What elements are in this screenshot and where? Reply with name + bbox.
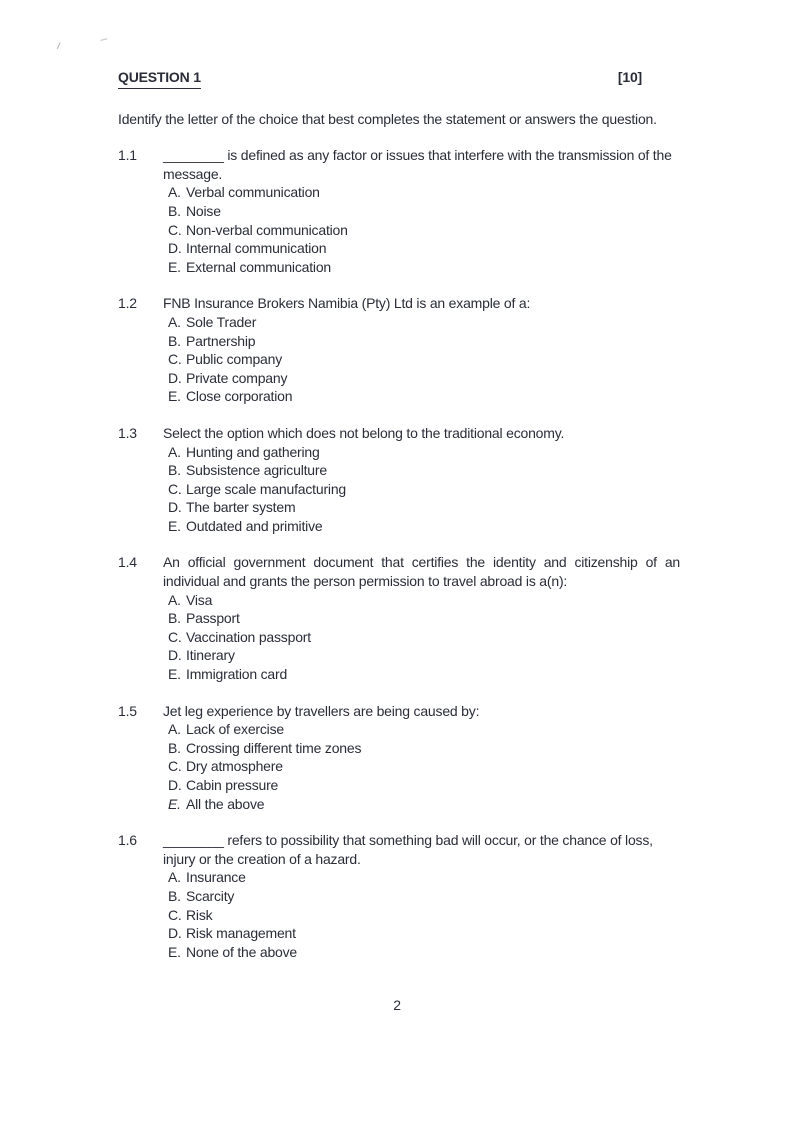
option-text: Large scale manufacturing bbox=[186, 480, 346, 497]
option-text: Hunting and gathering bbox=[186, 443, 320, 460]
question-body bbox=[163, 553, 680, 683]
option-row bbox=[163, 369, 680, 388]
question-number: 1.6 bbox=[118, 832, 137, 849]
option-row bbox=[163, 183, 680, 202]
question-body bbox=[163, 831, 680, 961]
option-letter: D. bbox=[168, 240, 182, 257]
question-body bbox=[163, 702, 680, 814]
option-text: Noise bbox=[186, 202, 221, 219]
question-text: FNB Insurance Brokers Namibia (Pty) Ltd is an example of a: bbox=[163, 295, 531, 312]
question-header bbox=[118, 68, 642, 89]
question-text: Select the option which does not belong to the traditional economy. bbox=[163, 424, 565, 441]
option-text: Sole Trader bbox=[186, 313, 257, 330]
question-text: ________ is defined as any factor or issues that interfere with the transmission of the message. bbox=[163, 147, 672, 182]
option-row bbox=[163, 628, 680, 647]
question-item bbox=[118, 702, 680, 814]
option-row bbox=[163, 387, 680, 406]
option-letter: E. bbox=[168, 258, 181, 275]
instruction-text: Identify the letter of the choice that best completes the statement or answers the question. bbox=[118, 110, 657, 127]
question-body bbox=[163, 424, 680, 536]
option-text: Outdated and primitive bbox=[186, 517, 323, 534]
option-letter: B. bbox=[168, 332, 181, 349]
option-letter: B. bbox=[168, 462, 181, 479]
option-text: Partnership bbox=[186, 332, 256, 349]
option-letter: A. bbox=[168, 443, 181, 460]
option-letter: D. bbox=[168, 647, 182, 664]
option-row bbox=[163, 646, 680, 665]
option-letter: D. bbox=[168, 777, 182, 793]
option-text: Risk management bbox=[186, 925, 296, 942]
option-text: Risk bbox=[186, 906, 213, 923]
option-row bbox=[163, 461, 680, 480]
option-text: Dry atmosphere bbox=[186, 758, 283, 775]
option-row bbox=[163, 757, 680, 776]
question-marks: [10] bbox=[617, 69, 642, 85]
question-item bbox=[118, 294, 680, 406]
option-letter: B. bbox=[168, 887, 181, 904]
option-text: The barter system bbox=[186, 499, 296, 516]
option-letter: C. bbox=[168, 628, 182, 645]
page-number: 2 bbox=[393, 997, 401, 1013]
option-letter: E. bbox=[168, 795, 181, 812]
option-text: None of the above bbox=[186, 943, 298, 960]
option-text: Subsistence agriculture bbox=[186, 462, 327, 479]
question-body bbox=[163, 146, 680, 276]
option-row bbox=[163, 868, 680, 887]
option-letter: E. bbox=[168, 388, 181, 405]
question-item bbox=[118, 146, 680, 276]
question-text: ________ refers to possibility that something bad will occur, or the chance of loss, injury or the creation of a hazard. bbox=[163, 832, 653, 867]
option-row bbox=[163, 887, 680, 906]
option-row bbox=[163, 591, 680, 610]
option-letter: E. bbox=[168, 943, 181, 960]
option-letter: D. bbox=[168, 925, 182, 942]
option-row bbox=[163, 202, 680, 221]
option-letter: E. bbox=[168, 666, 181, 683]
option-text: Non-verbal communication bbox=[186, 221, 348, 238]
question-number: 1.2 bbox=[118, 295, 137, 312]
option-text: Passport bbox=[186, 610, 240, 627]
option-row bbox=[163, 443, 680, 462]
option-letter: C. bbox=[168, 906, 182, 923]
question-item bbox=[118, 424, 680, 536]
option-text: Close corporation bbox=[186, 388, 293, 405]
question-item bbox=[118, 831, 680, 961]
option-letter: A. bbox=[168, 591, 181, 608]
option-row bbox=[163, 943, 680, 962]
question-text: Jet leg experience by travellers are being caused by: bbox=[163, 702, 480, 719]
option-letter: C. bbox=[168, 758, 182, 775]
option-letter: B. bbox=[168, 610, 181, 627]
question-text: An official government document that certifies the identity and citizenship of an individual and grants the person permission to travel abroad is a(n): bbox=[163, 554, 680, 590]
option-letter: C. bbox=[168, 221, 182, 238]
option-text: Visa bbox=[186, 591, 213, 608]
option-text: External communication bbox=[186, 258, 331, 275]
option-row bbox=[163, 776, 680, 795]
option-text: Public company bbox=[186, 351, 283, 368]
option-text: Lack of exercise bbox=[186, 721, 284, 738]
scan-artifact bbox=[57, 42, 64, 50]
option-text: Crossing different time zones bbox=[186, 739, 362, 756]
scan-artifact bbox=[100, 38, 108, 46]
option-row bbox=[163, 221, 680, 240]
option-row bbox=[163, 924, 680, 943]
option-text: Vaccination passport bbox=[186, 628, 311, 645]
question-number: 1.1 bbox=[118, 147, 137, 164]
option-row bbox=[163, 498, 680, 517]
question-number: 1.5 bbox=[118, 702, 137, 719]
option-row bbox=[163, 795, 680, 814]
option-row bbox=[163, 720, 680, 739]
option-text: Private company bbox=[186, 369, 288, 386]
option-text: Internal communication bbox=[186, 240, 327, 257]
option-text: All the above bbox=[186, 795, 265, 812]
option-row bbox=[163, 739, 680, 758]
option-letter: A. bbox=[168, 184, 181, 201]
option-row bbox=[163, 480, 680, 499]
question-number: 1.4 bbox=[118, 554, 137, 571]
option-row bbox=[163, 665, 680, 684]
question-number: 1.3 bbox=[118, 424, 137, 441]
option-text: Verbal communication bbox=[186, 184, 320, 201]
option-row bbox=[163, 258, 680, 277]
option-row bbox=[163, 313, 680, 332]
question-body bbox=[163, 294, 680, 406]
option-letter: C. bbox=[168, 351, 182, 368]
option-row bbox=[163, 609, 680, 628]
option-row bbox=[163, 906, 680, 925]
option-row bbox=[163, 239, 680, 258]
question-paper-content bbox=[118, 68, 680, 961]
option-letter: B. bbox=[168, 739, 181, 756]
option-letter: C. bbox=[168, 480, 182, 497]
option-row bbox=[163, 332, 680, 351]
option-letter: B. bbox=[168, 202, 181, 219]
option-letter: E. bbox=[168, 517, 181, 534]
question-title: QUESTION 1 bbox=[118, 68, 201, 89]
option-row bbox=[163, 517, 680, 536]
option-row bbox=[163, 350, 680, 369]
option-letter: A. bbox=[168, 869, 181, 886]
option-letter: D. bbox=[168, 499, 182, 516]
option-text: Insurance bbox=[186, 869, 246, 886]
option-text: Immigration card bbox=[186, 666, 288, 683]
option-letter: D. bbox=[168, 369, 182, 386]
option-letter: A. bbox=[168, 313, 181, 330]
option-letter: A. bbox=[168, 721, 181, 738]
option-text: Scarcity bbox=[186, 887, 235, 904]
option-text: Itinerary bbox=[186, 647, 235, 664]
question-item bbox=[118, 553, 680, 683]
option-text: Cabin pressure bbox=[186, 777, 279, 793]
